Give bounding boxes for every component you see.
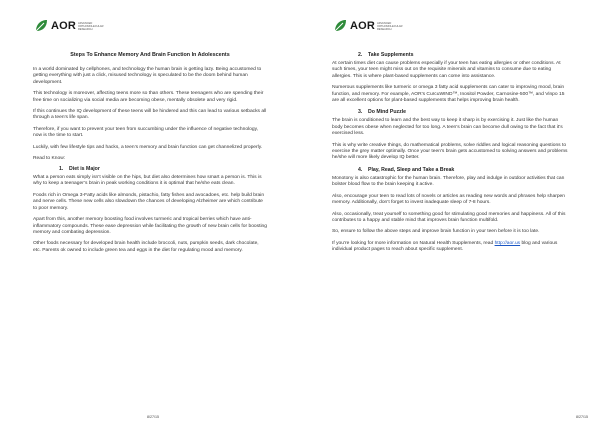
leaf-mark-icon: [332, 18, 348, 34]
closing-prefix: If you’re looking for more information on Natural Health Supplements, read: [332, 240, 495, 246]
paragraph: At certain times diet can cause problems especially if your teen has eating allergies or other conditions. At such times, your teen might miss out on the requisite minerals and vitamins to consume due to eating allergies. This is where plant-based supplements can come into assistance.: [332, 61, 561, 79]
section-heading-supplements: [332, 52, 568, 58]
paragraph: The brain is conditioned to learn and the best way to keep it sharp is by exercising it. Just like the human body becomes obese when neglected for too long. A teen’s brain can become dull owing to the fact that it’s exercised less.: [332, 118, 563, 137]
leaf-mark-icon: [33, 18, 49, 34]
read-to-know-label: Read to Know:: [33, 156, 66, 162]
heading-text: Play, Read, Sleep and Take a Break: [368, 166, 455, 173]
logo-subtitle: ADVANCED ORTHOMOLECULAR RESEARCH: [78, 21, 104, 31]
heading-text: Take Supplements: [368, 52, 414, 58]
paragraph: In a world dominated by cellphones, and technology the human brain is getting lazy. Being accustomed to getting everything with just a click, misused technology is speculated to be the doom behind human development.: [33, 67, 262, 85]
page-title: Steps To Enhance Memory And Brain Function In Adolescents: [70, 52, 230, 58]
paragraph: Also, encourage your teen to read lots of novels or articles as reading new words and phrases help sharpen memory. Additionally, don’t forget to invest inadequate sleep of 7-8 hours.: [332, 193, 565, 206]
paragraph: Foods rich in Omega 3-Fatty acids like almonds, pistachio, fatty fishes and avocadoes, etc. help build brain and nerve cells. These new cells also slowdown the chances of developing Alzheimer are which contribute to poor memory.: [33, 192, 265, 211]
paragraph: Luckily, with few lifestyle tips and hacks, a teen’s memory and brain function can get channelized properly.: [33, 144, 263, 150]
heading-number: 2.: [358, 52, 363, 58]
paragraph: Therefore, if you want to prevent your teen from succumbing under the influence of negative technology, now is the time to start.: [33, 126, 259, 139]
closing-paragraph: [332, 241, 568, 254]
aor-blog-link[interactable]: http://aor.us: [494, 240, 521, 246]
heading-text: Diet is Major: [69, 166, 100, 173]
paragraph: Other foods necessary for developed brain health include broccoli, nuts, pumpkin seeds, dark chocolate, etc. Parents ok owned to include green tea and eggs in the diet for regulating mood and memory.: [33, 241, 259, 253]
paragraph: Also, occasionally, treat yourself to something good for stimulating good memories and happiness. All of this contributes to a happy and stable mind that improves brain function multifold.: [332, 211, 566, 223]
paragraph: If this continues the IQ development of these teens will be hindered and this can lead to various setbacks all through a teen’s life span.: [33, 109, 267, 121]
section-heading-play-read-sleep: [332, 167, 568, 173]
logo-text: AOR: [350, 19, 376, 32]
paragraph: Apart from this, another memory boosting food involves turmeric and tropical berries which have anti-inflammatory compounds. These ease depression while facilitating the growth of new brain cells for boosting memory and combating depression.: [33, 217, 267, 235]
right-page: [300, 0, 600, 424]
paragraph: This technology is moreover, affecting teens more so than others. These teenagers who are spending their free time on socializing via social media are becoming obese, mentally obsolete and very rigid.: [33, 91, 264, 103]
paragraph: Numerous supplements like turmeric or omega 3 fatty acid supplements can cater to improving mood, brain function, and memory. For example, AOR’s CurcuWIND™, Inositol Powder, Carnosine-500™, and Vinpo 15 are all excellent options for plant-based supplements that helps improving brain health.: [332, 85, 565, 104]
heading-text: Do Mind Puzzle: [368, 109, 407, 116]
aor-logo: [33, 18, 267, 34]
aor-logo: [332, 18, 568, 34]
paragraph: This is why write creative things, do mathematical problems, solve riddles and logical reasoning questions to exercise the grey matter optimally. Once your teen’s brain gets accustomed to solving answers and problems he/she will more likely develop IQ better.: [332, 142, 568, 161]
closing-suffix: blog and various individual product pages to reach about specific supplement.: [332, 240, 558, 253]
heading-number: 4.: [358, 166, 363, 173]
section-heading-diet: [33, 166, 267, 172]
logo-text: AOR: [51, 19, 77, 32]
paragraph: Monotony is also catastrophic for the human brain. Therefore, play and indulge in outdoor activities that can bolster blood flow to the brain keeping it active.: [332, 175, 565, 188]
paragraph: What a person eats simply isn’t visible on the hips, but diet also determines how smart a person is. This is why to keep a teenager’s brain in peak working conditions it is optimal that he/she eats clean.: [33, 175, 262, 187]
heading-number: 1.: [59, 166, 64, 173]
paragraph: So, ensure to follow the above steps and improve brain function in your teen before it is too late.: [332, 229, 540, 235]
logo-subtitle: ADVANCED ORTHOMOLECULAR RESEARCH: [377, 21, 403, 31]
page-footer-date: 8/27/15: [147, 415, 159, 419]
heading-number: 3.: [358, 109, 363, 116]
section-heading-mind-puzzle: [332, 109, 568, 115]
page-footer-date: 8/27/15: [576, 415, 588, 419]
